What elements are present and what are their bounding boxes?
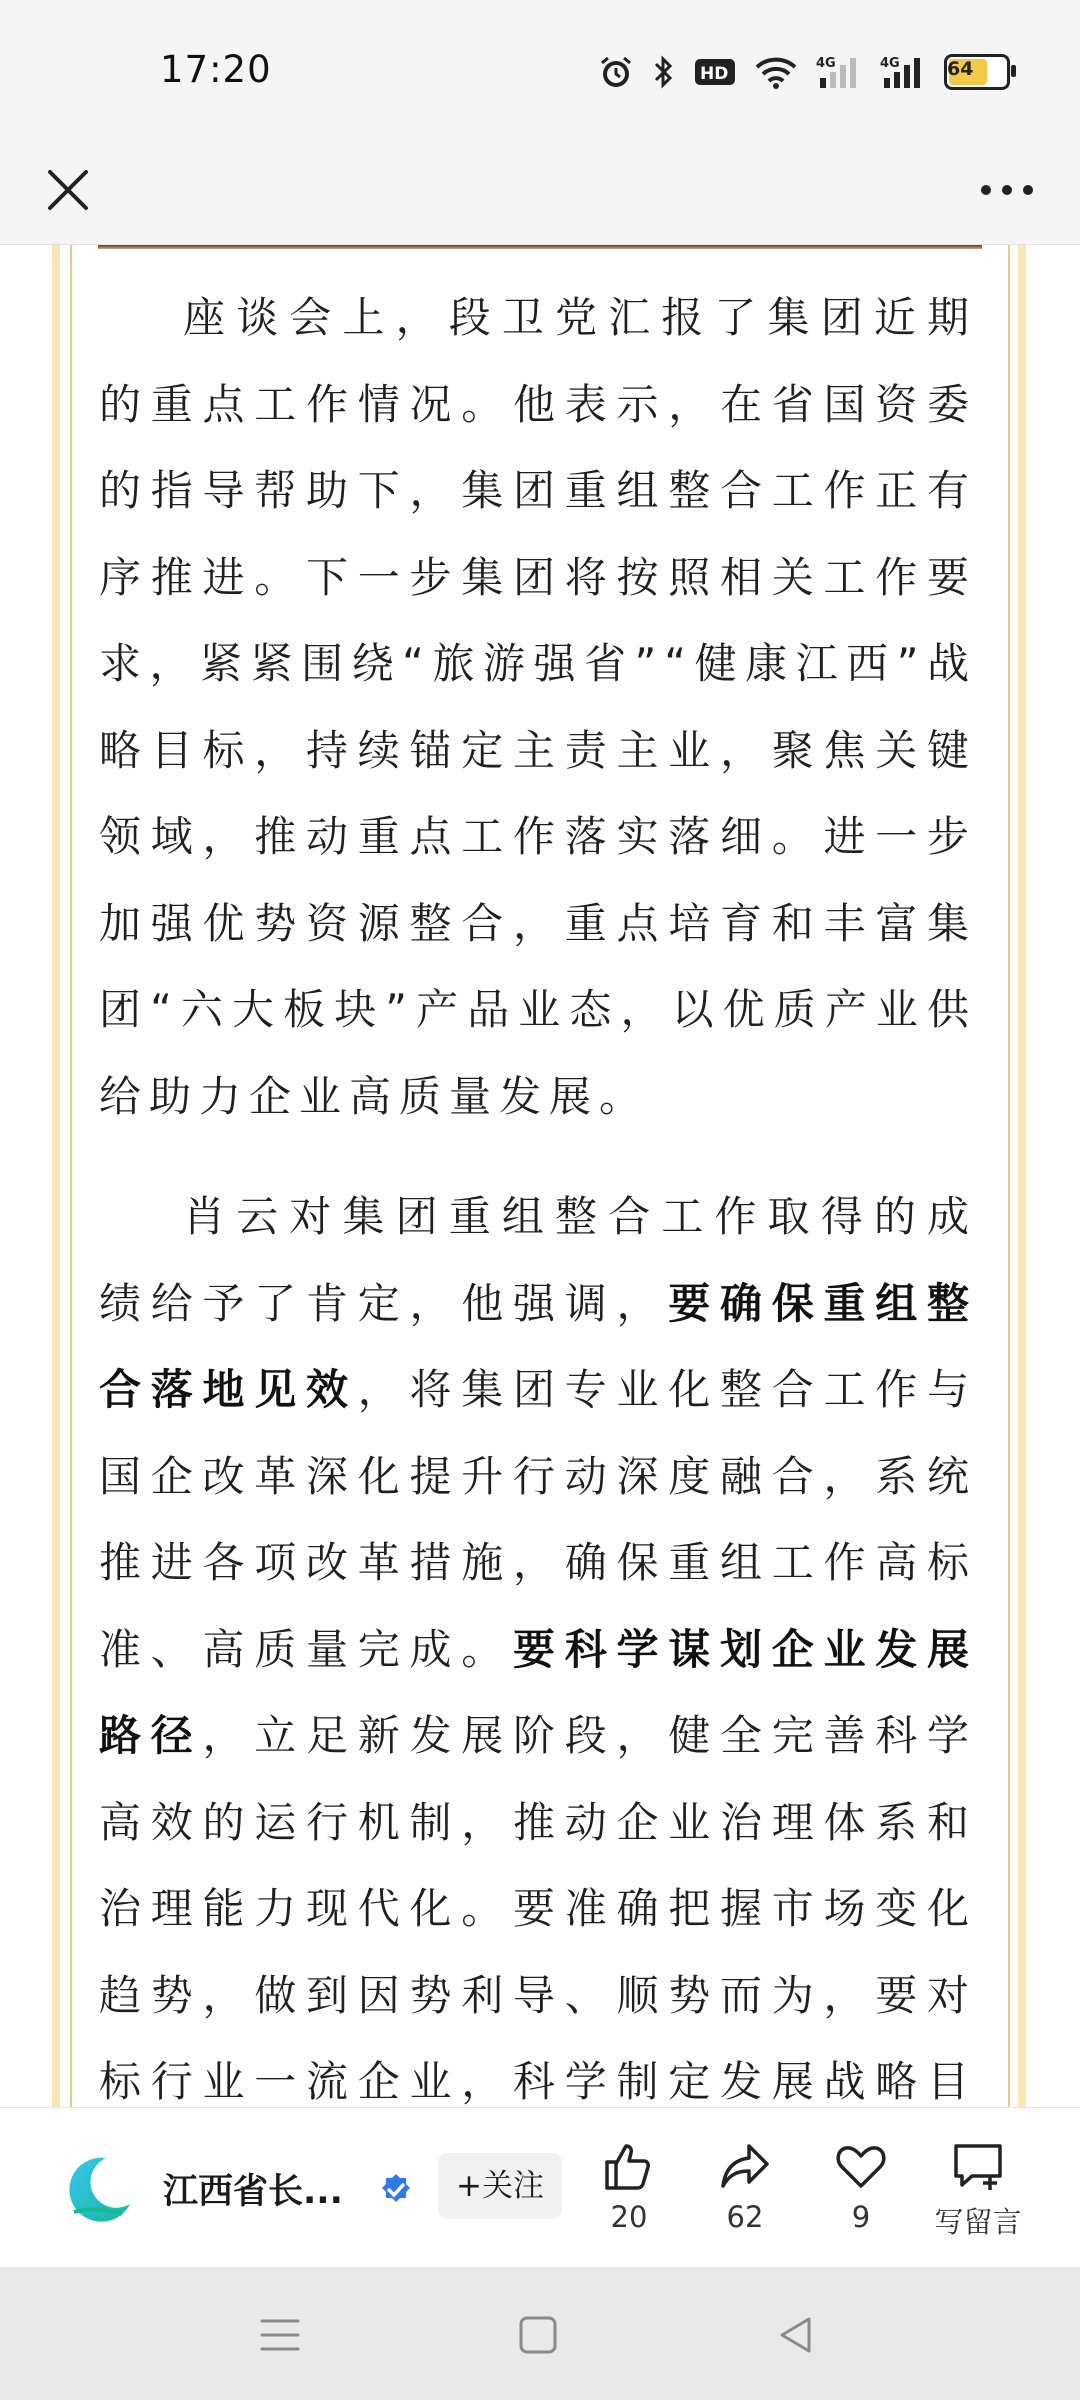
svg-text:4G: 4G — [880, 56, 900, 71]
bluetooth-icon — [652, 54, 676, 90]
status-bar — [0, 0, 1080, 140]
back-button[interactable] — [766, 2305, 826, 2365]
system-nav-bar — [0, 2267, 1080, 2400]
signal-4g-icon — [816, 54, 862, 90]
svg-text:4G: 4G — [816, 56, 836, 71]
article-body[interactable] — [0, 245, 1080, 2107]
square-icon — [517, 2314, 559, 2356]
bottom-action-bar — [0, 2107, 1080, 2268]
status-icons — [598, 50, 1010, 94]
status-time: 17:20 — [160, 48, 272, 91]
signal-4g-icon — [880, 54, 926, 90]
recent-apps-button[interactable] — [250, 2305, 310, 2365]
follow-button[interactable]: +关注 — [438, 2153, 562, 2219]
verified-badge-icon — [378, 2172, 414, 2208]
paragraph: 座谈会上，段卫党汇报了集团近期的重点工作情况。他表示，在省国资委的指导帮助下，集团重组整合工作正有序推进。下一步集团将按照相关工作要求，紧紧围绕“旅游强省”“健康江西”战略目标，持续锚定主责主业，聚焦关键领域，推动重点工作落实落细。进一步加强优势资源整合，重点培育和丰富集团“六大板块”产品业态，以优质产业供给助力企业高质量发展。 — [99, 293, 977, 1121]
svg-text:HD: HD — [700, 64, 729, 84]
favorite-button[interactable] — [806, 2138, 916, 2234]
crescent-logo-icon — [60, 2152, 134, 2226]
paragraph: 肖云对集团重组整合工作取得的成绩给予了肯定，他强调，要确保重组整合落地见效，将集团专业化整合工作与国企改革深化提升行动深度融合，系统推进各项改革措施，确保重组工作高标准、高质量完成。要科学谋划企业发展路径，立足新发展阶段，健全完善科学高效的运行机制，推动企业治理体系和治理能力现代化。要准确把握市场变化趋势，做到因势利导、顺势而为，要对标行业一流企业，科学制定发展战略目 — [99, 1192, 977, 2106]
like-button[interactable] — [574, 2138, 684, 2234]
back-triangle-icon — [775, 2314, 817, 2356]
account-name[interactable]: 江西省长... — [163, 2172, 343, 2212]
menu-lines-icon — [258, 2315, 302, 2355]
bold-text: 要确保重组整合落地见效 — [99, 1278, 977, 1414]
battery-level: 64 — [947, 58, 974, 80]
home-button[interactable] — [508, 2305, 568, 2365]
alarm-icon — [598, 54, 634, 90]
more-button[interactable] — [962, 150, 1052, 230]
more-icon — [979, 183, 1035, 197]
share-arrow-icon — [717, 2138, 773, 2194]
bold-text: 要科学谋划企业发展路径 — [99, 1624, 977, 1760]
comment-icon — [950, 2138, 1006, 2194]
section-divider — [98, 245, 982, 249]
top-nav — [0, 140, 1080, 245]
share-button[interactable] — [690, 2138, 800, 2234]
close-icon — [45, 167, 91, 213]
comment-button[interactable] — [922, 2138, 1034, 2241]
share-count: 62 — [726, 2200, 764, 2234]
comment-label: 写留言 — [934, 2205, 1022, 2239]
close-button[interactable] — [28, 150, 108, 230]
hd-icon — [694, 56, 736, 88]
battery-icon — [944, 54, 1010, 90]
thumbs-up-icon — [601, 2138, 657, 2194]
favorite-count: 9 — [851, 2200, 871, 2234]
account-avatar[interactable] — [60, 2152, 134, 2226]
heart-icon — [833, 2138, 889, 2194]
article-text — [99, 275, 977, 2107]
like-count: 20 — [610, 2200, 648, 2234]
wifi-icon — [754, 55, 798, 89]
